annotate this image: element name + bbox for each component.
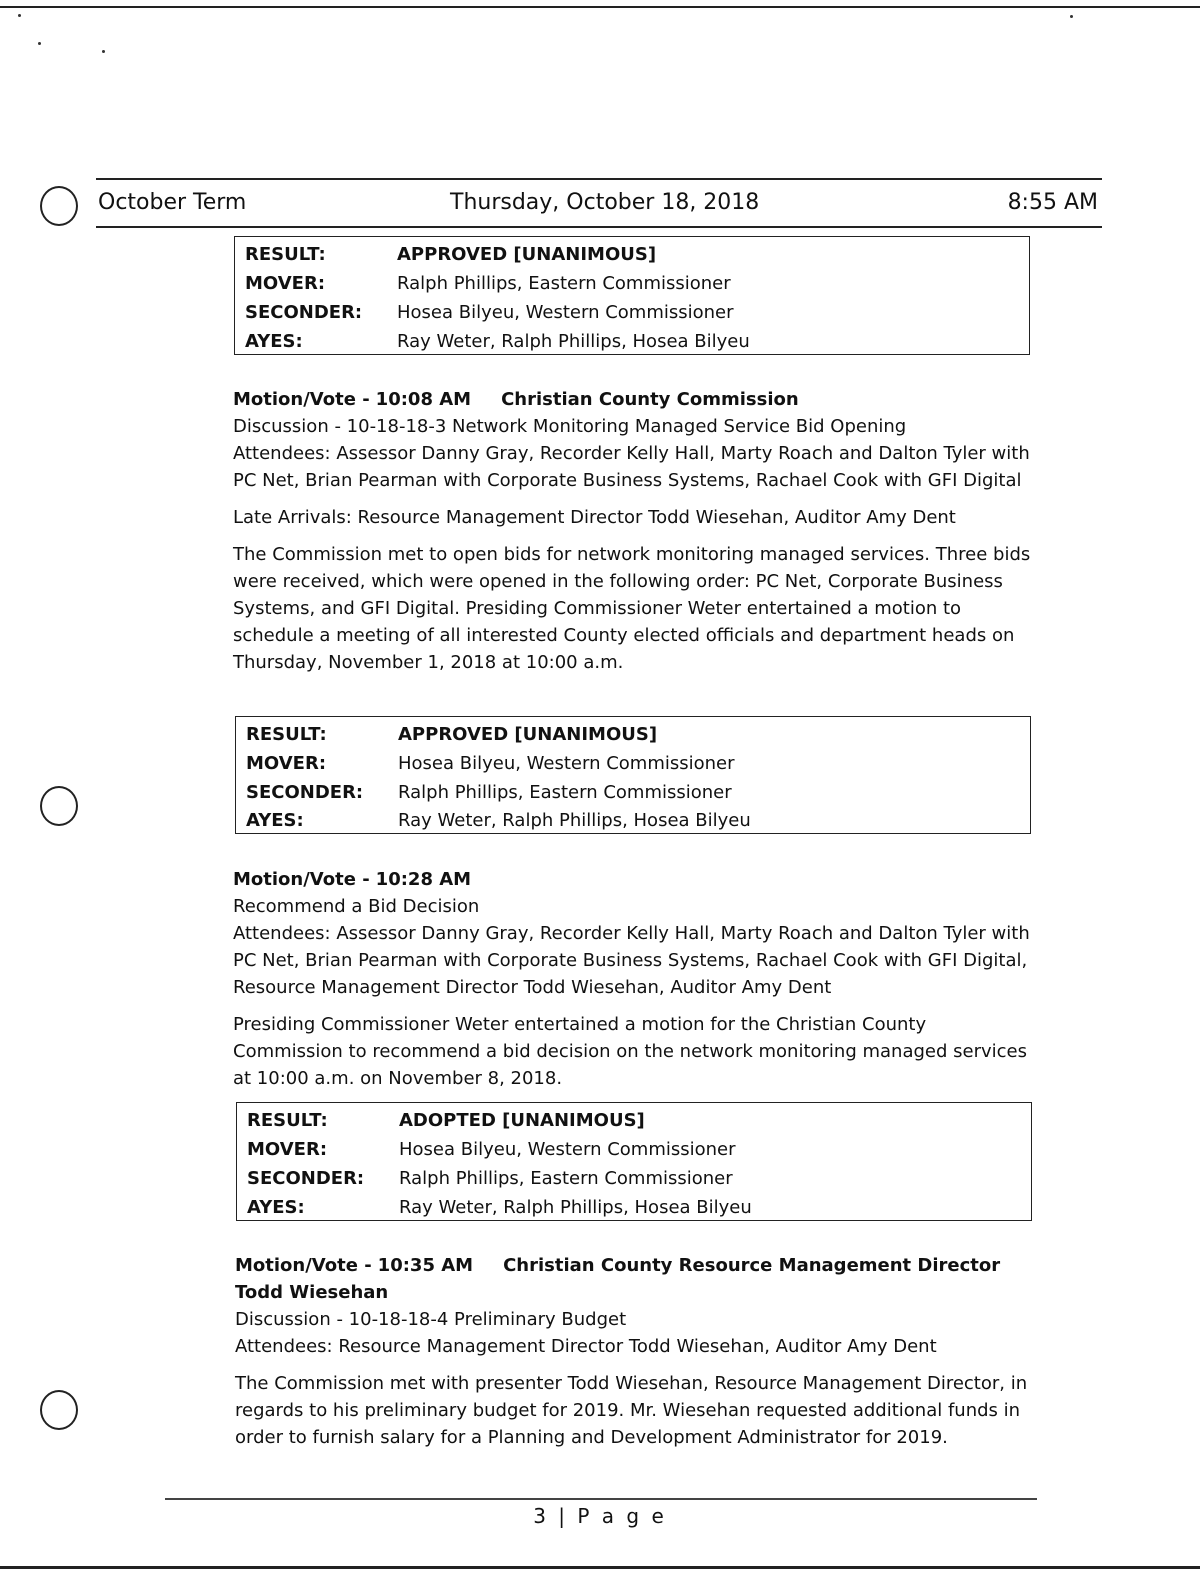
motion-section [235, 1252, 1035, 1461]
vote-row-mover: MOVER: Hosea Bilyeu, Western Commissioner [247, 1139, 736, 1160]
motion-body: Presiding Commissioner Weter entertained a motion for the Christian County Commission to recommend a bid decision on the network monitoring managed services at 10:00 a.m. on November 8, 2018. [233, 1014, 1027, 1089]
motion-late-arrivals: Late Arrivals: Resource Management Director Todd Wiesehan, Auditor Amy Dent [233, 507, 956, 528]
vote-row-result: RESULT: APPROVED [UNANIMOUS] [246, 724, 658, 745]
vote-result-table [235, 716, 1031, 834]
punch-hole-icon [40, 186, 78, 226]
page-number: 3 | P a g e [533, 1504, 667, 1528]
vote-row-result: RESULT: ADOPTED [UNANIMOUS] [247, 1110, 645, 1131]
vote-row-ayes: AYES: Ray Weter, Ralph Phillips, Hosea Bilyeu [245, 331, 750, 352]
vote-row-mover: MOVER: Ralph Phillips, Eastern Commissioner [245, 273, 731, 294]
header-date: Thursday, October 18, 2018 [450, 190, 760, 215]
motion-heading: Motion/Vote - 10:35 AM Christian County Resource Management Director Todd Wiesehan [235, 1255, 1001, 1303]
motion-heading: Motion/Vote - 10:28 AM [233, 869, 472, 890]
header-time: 8:55 AM [1007, 190, 1098, 215]
vote-row-result: RESULT: APPROVED [UNANIMOUS] [245, 244, 657, 265]
motion-discussion: Discussion - 10-18-18-4 Preliminary Budget [235, 1309, 627, 1330]
vote-row-mover: MOVER: Hosea Bilyeu, Western Commissioner [246, 753, 735, 774]
vote-row-seconder: SECONDER: Ralph Phillips, Eastern Commissioner [246, 782, 732, 803]
scan-speck [102, 50, 105, 53]
vote-row-seconder: SECONDER: Hosea Bilyeu, Western Commissioner [245, 302, 734, 323]
motion-discussion: Recommend a Bid Decision [233, 896, 480, 917]
motion-discussion: Discussion - 10-18-18-3 Network Monitoring Managed Service Bid Opening [233, 416, 907, 437]
motion-attendees: Attendees: Assessor Danny Gray, Recorder Kelly Hall, Marty Roach and Dalton Tyler with PC Net, Brian Pearman with Corporate Business Systems, Rachael Cook with GFI Digital [233, 443, 1030, 491]
vote-row-seconder: SECONDER: Ralph Phillips, Eastern Commissioner [247, 1168, 733, 1189]
vote-row-ayes: AYES: Ray Weter, Ralph Phillips, Hosea Bilyeu [246, 810, 751, 831]
scan-speck [1070, 15, 1073, 18]
scan-speck [38, 42, 41, 45]
scan-bottom-edge [0, 1566, 1200, 1569]
motion-heading: Motion/Vote - 10:08 AM Christian County Commission [233, 389, 799, 410]
motion-attendees: Attendees: Assessor Danny Gray, Recorder Kelly Hall, Marty Roach and Dalton Tyler with PC Net, Brian Pearman with Corporate Business Systems, Rachael Cook with GFI Digital, Resource Management Director Todd Wiesehan, Auditor Amy Dent [233, 923, 1030, 998]
motion-body: The Commission met to open bids for network monitoring managed services. Three bids were received, which were opened in the following order: PC Net, Corporate Business Systems, and GFI Digital. Presiding Commissioner Weter entertained a motion to schedule a meeting of all interested County elected officials and department heads on Thursday, November 1, 2018 at 10:00 a.m. [233, 544, 1031, 673]
vote-result-table [234, 236, 1030, 355]
vote-row-ayes: AYES: Ray Weter, Ralph Phillips, Hosea Bilyeu [247, 1197, 752, 1218]
punch-hole-icon [40, 1390, 78, 1430]
footer-rule [165, 1498, 1037, 1500]
motion-section [233, 866, 1033, 1102]
scan-speck [18, 14, 21, 17]
motion-attendees: Attendees: Resource Management Director Todd Wiesehan, Auditor Amy Dent [235, 1336, 937, 1357]
punch-hole-icon [40, 786, 78, 826]
vote-result-table [236, 1102, 1032, 1221]
scan-top-edge [0, 6, 1200, 8]
header-term: October Term [98, 190, 247, 215]
page-header [96, 178, 1102, 228]
motion-section [233, 386, 1033, 686]
motion-body: The Commission met with presenter Todd Wiesehan, Resource Management Director, in regards to his preliminary budget for 2019. Mr. Wiesehan requested additional funds in order to furnish salary for a Planning and Development Administrator for 2019. [235, 1373, 1028, 1448]
